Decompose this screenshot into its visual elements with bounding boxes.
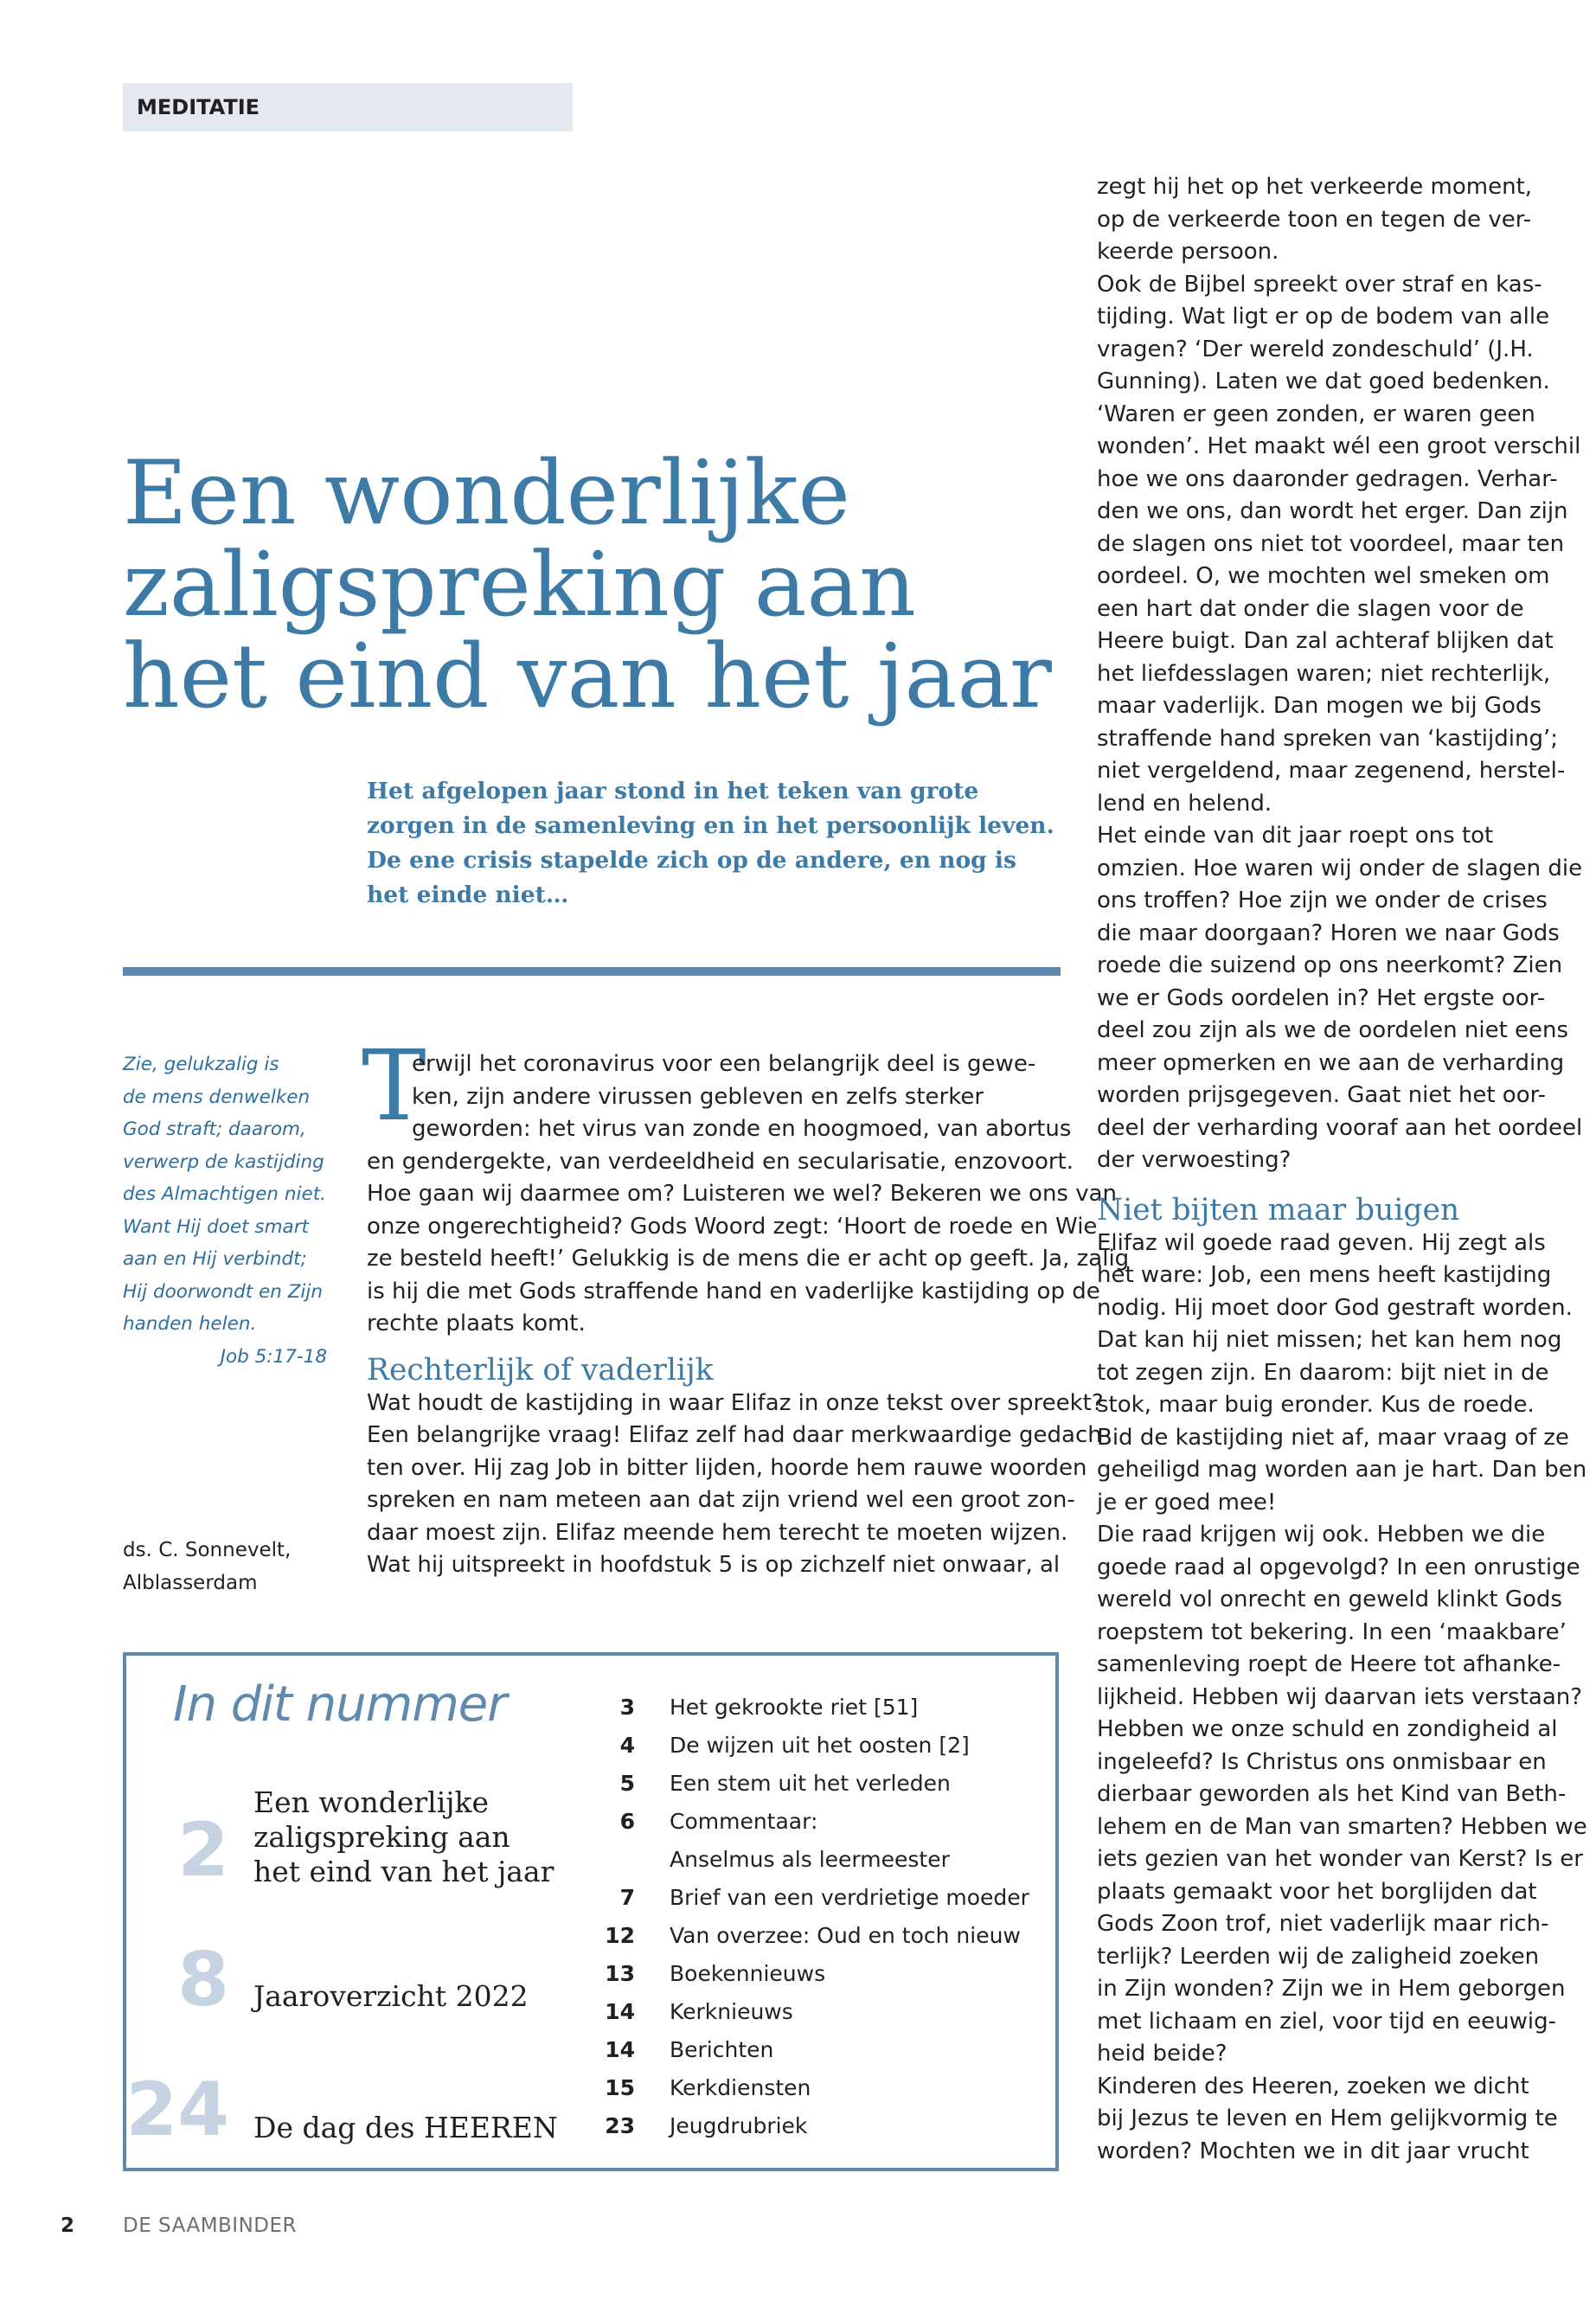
body-line: deel zou zijn als we de oordelen niet eens (1097, 1017, 1569, 1043)
body-line: den we ons, dan wordt het erger. Dan zijn (1097, 498, 1568, 524)
body-line: en gendergekte, van verdeeldheid en secularisatie, enzovoort. (367, 1148, 1074, 1175)
body-line: Bid de kastijding niet af, maar vraag of ze (1097, 1424, 1569, 1451)
body-line: stok, maar buig eronder. Kus de roede. (1097, 1392, 1535, 1418)
body-line: Wat hij uitspreekt in hoofdstuk 5 is op zichzelf niet onwaar, al (367, 1552, 1061, 1578)
body-line: wonden’. Het maakt wél een groot verschil (1097, 433, 1581, 459)
divider-rule (123, 967, 1061, 976)
body-line: ken, zijn andere virussen gebleven en zelfs sterker (412, 1083, 984, 1110)
body-line: terlijk? Leerden wij de zaligheid zoeken (1097, 1943, 1540, 1970)
toc-page: 14 (605, 1999, 635, 2024)
body-line: samenleving roept de Heere tot afhanke- (1097, 1651, 1561, 1677)
toc-item[interactable] (597, 2069, 1047, 2107)
body-line: het liefdesslagen waren; niet rechterlijk, (1097, 660, 1551, 687)
body-line: ingeleefd? Is Christus ons onmisbaar en (1097, 1748, 1547, 1775)
body-line: meer opmerken en we aan de verharding (1097, 1049, 1565, 1076)
intro-line: De ene crisis stapelde zich op de andere, en nog is (367, 847, 1016, 874)
body-line: een hart dat onder die slagen voor de (1097, 595, 1524, 622)
body-line: lijkheid. Hebben wij daarvan iets verstaan? (1097, 1683, 1583, 1710)
body-line: het ware: Job, een mens heeft kastijding (1097, 1262, 1552, 1288)
body-line: nodig. Hij moet door God gestraft worden. (1097, 1294, 1573, 1321)
body-line: met lichaam en ziel, voor tijd en eeuwig- (1097, 2008, 1556, 2035)
body-line: iets gezien van het wonder van Kerst? Is er (1097, 1846, 1583, 1872)
body-line: ze besteld heeft!’ Gelukkig is de mens die er acht op geeft. Ja, zalig (367, 1246, 1130, 1272)
body-line: de slagen ons niet tot voordeel, maar ten (1097, 530, 1565, 557)
quote-reference: Job 5:17-18 (220, 1345, 327, 1368)
toc-item[interactable] (597, 1879, 1047, 1917)
intro-line: het einde niet… (367, 881, 569, 908)
page-number: 2 (61, 2214, 75, 2237)
toc-page: 13 (605, 1961, 635, 1986)
body-line: roepstem tot bekering. In een ‘maakbare’ (1097, 1618, 1567, 1645)
toc-page: 15 (605, 2075, 635, 2100)
body-line: Een belangrijke vraag! Elifaz zelf had daar merkwaardige gedach- (367, 1422, 1111, 1448)
featured-item[interactable] (253, 1979, 529, 2014)
toc-label: Boekennieuws (670, 1961, 826, 1986)
body-line: tijding. Wat ligt er op de bodem van alle (1097, 304, 1550, 330)
toc-item[interactable] (597, 2031, 1047, 2069)
toc-item[interactable] (597, 1841, 1047, 1879)
quote-line: des Almachtigen niet. (123, 1183, 326, 1205)
body-line: tot zegen zijn. En daarom: bijt niet in de (1097, 1359, 1549, 1386)
toc-item[interactable] (597, 1803, 1047, 1841)
quote-line: verwerp de kastijding (123, 1150, 324, 1173)
body-line: is hij die met Gods straffende hand en vaderlijke kastijding op de (367, 1278, 1100, 1304)
featured-title-line: het eind van het jaar (253, 1855, 554, 1888)
toc-page: 14 (605, 2037, 635, 2062)
body-line: straffende hand spreken van ‘kastijding’; (1097, 725, 1558, 752)
scripture-quote (123, 1048, 348, 1373)
toc-page: 23 (605, 2113, 635, 2138)
featured-item[interactable] (253, 2111, 558, 2145)
toc-label: De wijzen uit het oosten [2] (670, 1733, 970, 1758)
body-line: geheiligd mag worden aan je hart. Dan ben (1097, 1457, 1587, 1483)
body-line: daar moest zijn. Elifaz meende hem terecht te moeten wijzen. (367, 1519, 1068, 1546)
article-title (123, 442, 1057, 728)
featured-title-line: Jaaroverzicht 2022 (253, 1979, 529, 2013)
intro-line: Het afgelopen jaar stond in het teken van grote (367, 778, 979, 804)
body-line: Wat houdt de kastijding in waar Elifaz in onze tekst over spreekt? (367, 1389, 1104, 1416)
toc-item[interactable] (597, 1955, 1047, 1993)
body-line: hoe we ons daaronder gedragen. Verhar- (1097, 465, 1558, 492)
toc-label: Jeugdrubriek (670, 2113, 808, 2138)
featured-title-line: Een wonderlijke (253, 1785, 490, 1819)
body-line: plaats gemaakt voor het borglijden dat (1097, 1878, 1537, 1905)
body-line: keerde persoon. (1097, 239, 1279, 265)
quote-line: de mens denwelken (123, 1086, 311, 1108)
contents-title: In dit nummer (173, 1676, 507, 1733)
body-line: lehem en de Man van smarten? Hebben we (1097, 1813, 1587, 1840)
toc-item[interactable] (597, 1765, 1047, 1803)
toc-page: 5 (619, 1771, 635, 1796)
featured-title-line: De dag des HEEREN (253, 2111, 558, 2144)
quote-line: Want Hij doet smart (123, 1215, 309, 1238)
toc-label: Brief van een verdrietige moeder (670, 1885, 1029, 1910)
title-line: het eind van het jaar (123, 625, 1052, 728)
toc-page: 3 (619, 1695, 635, 1720)
quote-line: God straft; daarom, (123, 1118, 306, 1140)
author-name: ds. C. Sonnevelt, (123, 1539, 292, 1561)
body-line: worden? Mochten we in dit jaar vrucht (1097, 2138, 1529, 2164)
body-line: Heere buigt. Dan zal achteraf blijken dat (1097, 628, 1554, 654)
featured-page-number: 8 (177, 1937, 229, 2023)
quote-line: aan en Hij verbindt; (123, 1248, 307, 1270)
body-line: die maar doorgaan? Horen we naar Gods (1097, 920, 1560, 946)
body-line: ten over. Hij zag Job in bitter lijden, hoorde hem rauwe woorden (367, 1454, 1087, 1481)
body-line: Kinderen des Heeren, zoeken we dicht (1097, 2073, 1529, 2099)
body-line: je er goed mee! (1097, 1489, 1277, 1516)
author-location: Alblasserdam (123, 1571, 258, 1594)
toc-item[interactable] (597, 1689, 1047, 1727)
toc-label: Een stem uit het verleden (670, 1771, 951, 1796)
article-intro (367, 774, 1067, 913)
author-byline (123, 1535, 348, 1599)
body-line: lend en helend. (1097, 790, 1272, 817)
body-line: worden prijsgegeven. Gaat niet het oor- (1097, 1082, 1547, 1108)
title-line: Een wonderlijke (123, 442, 850, 545)
toc-label: Kerknieuws (670, 1999, 793, 2024)
body-line: spreken en nam meteen aan dat zijn vriend wel een groot zon- (367, 1487, 1075, 1513)
subheading: Niet bijten maar buigen (1097, 1192, 1460, 1227)
intro-line: zorgen in de samenleving en in het persoonlijk leven. (367, 812, 1054, 839)
body-line: roede die suizend op ons neerkomt? Zien (1097, 952, 1563, 978)
body-line: der verwoesting? (1097, 1147, 1292, 1173)
body-line: we er Gods oordelen in? Het ergste oor- (1097, 984, 1546, 1011)
body-line: Gods Zoon trof, niet vaderlijk maar rich- (1097, 1911, 1549, 1937)
body-line: onze ongerechtigheid? Gods Woord zegt: ‘Hoort de roede en Wie (367, 1213, 1098, 1240)
body-line: heid beide? (1097, 2041, 1227, 2067)
body-line: ons troffen? Hoe zijn we onder de crises (1097, 888, 1548, 913)
toc-item[interactable] (597, 1727, 1047, 1765)
article-body-column (367, 1048, 1130, 1582)
toc-item[interactable] (597, 1993, 1047, 2031)
toc-item[interactable] (597, 1917, 1047, 1955)
body-line: geworden: het virus van zonde en hoogmoed, van abortus (412, 1116, 1072, 1142)
toc-page: 7 (619, 1885, 635, 1910)
body-line: oordeel. O, we mochten wel smeken om (1097, 563, 1550, 589)
body-line: wereld vol onrecht en geweld klinkt Gods (1097, 1586, 1562, 1612)
featured-item[interactable] (253, 1785, 554, 1889)
body-line: op de verkeerde toon en tegen de ver- (1097, 206, 1532, 233)
quote-line: Zie, gelukzalig is (123, 1054, 279, 1075)
body-line: dierbaar geworden als het Kind van Beth- (1097, 1781, 1567, 1807)
title-line: zaligspreking aan (123, 534, 917, 637)
magazine-name: DE SAAMBINDER (123, 2214, 298, 2237)
body-line: zegt hij het op het verkeerde moment, (1097, 174, 1533, 200)
body-line: Het einde van dit jaar roept ons tot (1097, 823, 1494, 849)
body-line: vragen? ‘Der wereld zondeschuld’ (J.H. (1097, 336, 1534, 362)
body-line: maar vaderlijk. Dan mogen we bij Gods (1097, 693, 1542, 719)
body-line: Ook de Bijbel spreekt over straf en kas- (1097, 271, 1542, 298)
toc-label: Kerkdiensten (670, 2075, 811, 2100)
body-line: Hebben we onze schuld en zondigheid al (1097, 1716, 1558, 1742)
body-line: Elifaz wil goede raad geven. Hij zegt als (1097, 1229, 1546, 1256)
toc-label: Het gekrookte riet [51] (670, 1695, 919, 1720)
toc-label: Van overzee: Oud en toch nieuw (670, 1923, 1021, 1948)
subheading: Rechterlijk of vaderlijk (367, 1352, 714, 1388)
toc-page: 12 (605, 1923, 635, 1948)
toc-item[interactable] (597, 2107, 1047, 2145)
toc-page: 4 (619, 1733, 635, 1758)
body-line: Gunning). Laten we dat goed bedenken. (1097, 369, 1550, 394)
toc-label: Commentaar: (670, 1809, 818, 1834)
toc-page: 6 (619, 1809, 635, 1834)
body-line: ‘Waren er geen zonden, er waren geen (1097, 401, 1535, 427)
body-line: niet vergeldend, maar zegenend, herstel- (1097, 758, 1566, 784)
featured-title-line: zaligspreking aan (253, 1820, 510, 1854)
drop-cap: T (362, 1030, 426, 1143)
article-right-column (1097, 171, 1590, 2168)
body-line: deel der verharding vooraf aan het oordeel (1097, 1114, 1583, 1141)
quote-line: handen helen. (123, 1313, 257, 1335)
featured-page-number: 2 (177, 1807, 229, 1894)
body-line: Die raad krijgen wij ook. Hebben we die (1097, 1522, 1546, 1548)
body-line: in Zijn wonden? Zijn we in Hem geborgen (1097, 1976, 1566, 2002)
quote-line: Hij doorwondt en Zijn (123, 1280, 324, 1303)
body-line: rechte plaats komt. (367, 1311, 586, 1336)
toc-label: Anselmus als leermeester (670, 1847, 950, 1872)
body-line: erwijl het coronavirus voor een belangrijk deel is gewe- (412, 1051, 1036, 1077)
body-line: Hoe gaan wij daarmee om? Luisteren we wel? Bekeren we ons van (367, 1181, 1118, 1207)
body-line: Dat kan hij niet missen; het kan hem nog (1097, 1327, 1562, 1353)
body-line: goede raad al opgevolgd? In een onrustige (1097, 1554, 1580, 1580)
body-line: bij Jezus te leven en Hem gelijkvormig te (1097, 2106, 1558, 2131)
section-label: MEDITATIE (123, 83, 573, 131)
toc-label: Berichten (670, 2037, 774, 2062)
body-line: omzien. Hoe waren wij onder de slagen die (1097, 855, 1583, 881)
featured-page-number: 24 (125, 2067, 229, 2153)
